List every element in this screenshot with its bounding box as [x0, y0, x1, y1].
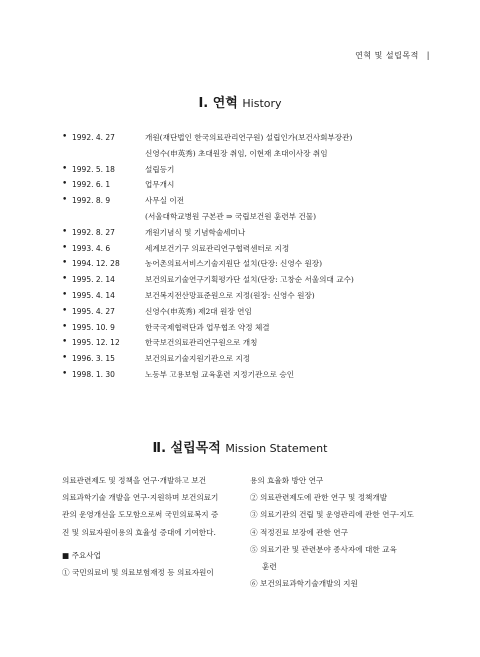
- mission-left-column: [62, 472, 262, 581]
- mission-title-en: Mission Statement: [225, 442, 328, 455]
- mission-paragraph-line: 의료관련제도 및 정책을 연구·개발하고 보건: [62, 476, 207, 485]
- mission-title-ko: Ⅱ. 설립목적: [152, 441, 221, 456]
- main-project-line: 훈련: [262, 562, 277, 572]
- mission-paragraph-line: 관의 운영개선을 도모함으로써 국민의료복지 증: [62, 510, 219, 520]
- history-date: 1992. 8. 9: [72, 196, 111, 206]
- main-project-item: ① 국민의료비 및 의료보험재정 등 의료자원이: [62, 568, 214, 578]
- history-date: 1992. 5. 18: [72, 164, 115, 174]
- history-text: 한국국제협력단과 업무협조 약정 체결: [145, 322, 270, 332]
- bullet-icon: •: [62, 289, 68, 300]
- history-entry: [62, 320, 452, 336]
- history-text: 업무개시: [145, 180, 175, 190]
- history-date: 1993. 4. 6: [72, 243, 111, 253]
- main-project-line: ② 의료관련제도에 관한 연구 및 정책개발: [250, 493, 388, 503]
- history-entry: [62, 225, 452, 241]
- history-title: [0, 92, 480, 111]
- bullet-icon: •: [62, 368, 68, 379]
- history-text: 사무실 이전: [145, 196, 185, 206]
- history-date: 1995. 2. 14: [72, 275, 115, 285]
- history-title-en: History: [242, 97, 282, 110]
- mission-paragraph-line: 의료과학기술 개발을 연구·지원하며 보건의료기: [62, 493, 219, 503]
- bullet-icon: •: [62, 305, 68, 316]
- history-date: 1995. 10. 9: [72, 322, 115, 332]
- history-text: 설립등기: [145, 164, 175, 174]
- history-text: 개원기념식 및 기념학술세미나: [145, 227, 246, 237]
- main-project-line: ④ 적정진료 보장에 관한 연구: [250, 527, 348, 537]
- history-text: 보건복지전산망표준원으로 지정(원장: 신영수 원장): [145, 290, 315, 300]
- history-text: 세계보건기구 의료관리연구협력센터로 지정: [145, 243, 290, 253]
- bullet-icon: •: [62, 274, 68, 285]
- mission-right-column: [250, 472, 450, 592]
- history-list: [62, 130, 452, 383]
- history-date: 1992. 8. 27: [72, 227, 115, 237]
- mission-paragraph-line: 진 및 의료자원이용의 효율성 증대에 기여한다.: [62, 527, 216, 537]
- history-date: 1995. 4. 27: [72, 306, 115, 316]
- bullet-icon: •: [62, 242, 68, 253]
- bullet-icon: •: [62, 163, 68, 174]
- bullet-icon: •: [62, 132, 68, 142]
- history-text: 한국보건의료관리연구원으로 개칭: [145, 338, 258, 348]
- bullet-icon: •: [62, 353, 68, 364]
- history-entry: [62, 272, 452, 288]
- history-text: 노동부 고용보험 교육훈련 지정기관으로 승인: [145, 369, 295, 379]
- history-text: 보건의료기술지원기관으로 지정: [145, 354, 251, 364]
- history-entry: [62, 241, 452, 257]
- history-entry: [62, 177, 452, 193]
- history-title-ko: Ⅰ. 연혁: [198, 96, 238, 111]
- main-project-line: 용의 효율화 방안 연구: [250, 476, 324, 485]
- history-entry: [62, 367, 452, 383]
- running-head-text: 연혁 및 설립목적: [355, 51, 419, 60]
- history-continuation: 신영수(申英秀) 초대원장 취임, 이현재 초대이사장 취임: [145, 148, 328, 158]
- history-date: 1998. 1. 30: [72, 369, 115, 379]
- history-text: 농어촌의료서비스기술지원단 설치(단장: 신영수 원장): [145, 259, 323, 269]
- bullet-icon: •: [62, 321, 68, 332]
- mission-title: [0, 437, 480, 456]
- history-entry: [62, 335, 452, 351]
- history-date: 1992. 6. 1: [72, 180, 111, 190]
- history-date: 1995. 4. 14: [72, 290, 115, 300]
- history-date: 1994. 12. 28: [72, 259, 120, 269]
- running-head: [355, 50, 430, 61]
- running-head-bar: |: [426, 51, 430, 60]
- bullet-icon: •: [62, 195, 68, 206]
- main-project-line: ⑥ 보건의료과학기술개발의 지원: [250, 579, 358, 589]
- bullet-icon: •: [62, 179, 68, 190]
- history-entry: [62, 304, 452, 320]
- history-continuation: (서울대학교병원 구본관 ⇒ 국립보건원 훈련부 건물): [145, 211, 317, 221]
- main-project-line: ③ 의료기관의 건립 및 운영관리에 관한 연구·지도: [250, 510, 414, 520]
- history-entry: [62, 256, 452, 272]
- history-entry: [62, 351, 452, 367]
- history-entry: [62, 288, 452, 304]
- history-text: 보건의료기술연구기획평가단 설치(단장: 고창순 서울의대 교수): [145, 275, 354, 285]
- history-entry: [62, 193, 452, 209]
- bullet-icon: •: [62, 337, 68, 348]
- main-project-line: ⑤ 의료기관 및 관련분야 종사자에 대한 교육: [250, 544, 397, 554]
- main-projects-subhead: ■ 주요사업: [62, 550, 101, 560]
- history-entry: [62, 130, 452, 146]
- history-date: 1995. 12. 12: [72, 338, 120, 348]
- history-text: 신영수(申英秀) 제2대 원장 연임: [145, 306, 252, 316]
- history-text: 개원(재단법인 한국의료관리연구원) 설립인가(보건사회부장관): [145, 133, 353, 142]
- history-date: 1996. 3. 15: [72, 354, 115, 364]
- bullet-icon: •: [62, 258, 68, 269]
- history-entry: [62, 162, 452, 178]
- bullet-icon: •: [62, 226, 68, 237]
- history-date: 1992. 4. 27: [72, 133, 115, 142]
